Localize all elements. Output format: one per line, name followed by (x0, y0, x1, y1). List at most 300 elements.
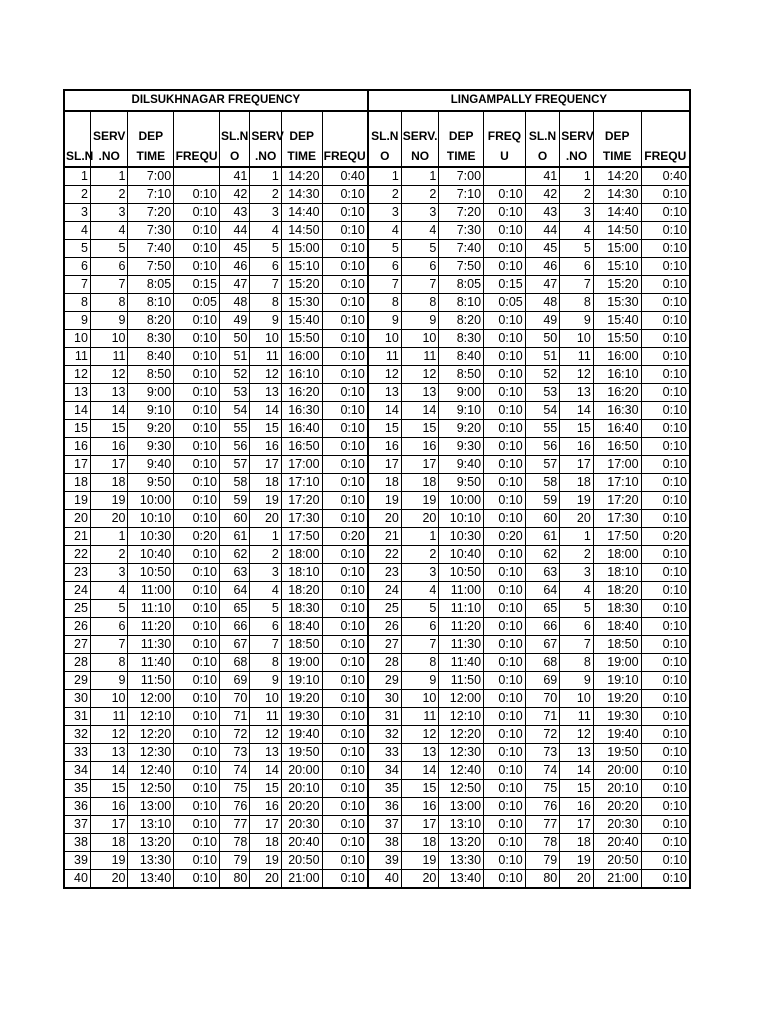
dilsukhnagar-cell-frequ-2: 0:10 (322, 240, 368, 258)
dilsukhnagar-header-serv-no: SERV .NO (250, 111, 281, 167)
lingampally-cell-serv-no: 4 (401, 582, 439, 600)
dilsukhnagar-cell-frequ: 0:10 (174, 852, 220, 870)
lingampally-cell-serv-no-2: 17 (560, 816, 594, 834)
dilsukhnagar-cell-dep-time-2: 20:30 (281, 816, 322, 834)
table-row (64, 258, 690, 276)
dilsukhnagar-cell-dep-time-2: 18:00 (281, 546, 322, 564)
lingampally-cell-sl-no-2: 80 (525, 870, 560, 889)
table-row (64, 276, 690, 294)
dilsukhnagar-cell-sl-no: 19 (64, 492, 90, 510)
lingampally-cell-serv-no: 14 (401, 402, 439, 420)
lingampally-cell-sl-no: 17 (368, 456, 402, 474)
lingampally-cell-sl-no-2: 68 (525, 654, 560, 672)
dilsukhnagar-cell-dep-time-2: 19:40 (281, 726, 322, 744)
lingampally-cell-serv-no: 18 (401, 834, 439, 852)
dilsukhnagar-cell-dep-time: 12:00 (128, 690, 174, 708)
lingampally-cell-sl-no: 26 (368, 618, 402, 636)
dilsukhnagar-cell-sl-no: 22 (64, 546, 90, 564)
dilsukhnagar-cell-dep-time: 10:00 (128, 492, 174, 510)
dilsukhnagar-cell-sl-no-2: 74 (219, 762, 249, 780)
lingampally-cell-serv-no: 13 (401, 744, 439, 762)
lingampally-cell-frequ: 0:10 (484, 366, 526, 384)
dilsukhnagar-cell-frequ-2: 0:10 (322, 510, 368, 528)
table-row (64, 690, 690, 708)
lingampally-cell-serv-no: 20 (401, 870, 439, 889)
lingampally-cell-sl-no-2: 54 (525, 402, 560, 420)
dilsukhnagar-cell-frequ-2: 0:10 (322, 798, 368, 816)
lingampally-cell-dep-time: 11:00 (439, 582, 484, 600)
dilsukhnagar-cell-sl-no: 17 (64, 456, 90, 474)
dilsukhnagar-cell-dep-time-2: 17:10 (281, 474, 322, 492)
lingampally-cell-dep-time-2: 16:00 (593, 348, 641, 366)
lingampally-cell-sl-no: 2 (368, 186, 402, 204)
dilsukhnagar-cell-sl-no: 23 (64, 564, 90, 582)
dilsukhnagar-cell-dep-time: 12:30 (128, 744, 174, 762)
lingampally-cell-sl-no-2: 56 (525, 438, 560, 456)
lingampally-cell-serv-no: 5 (401, 600, 439, 618)
dilsukhnagar-cell-sl-no-2: 75 (219, 780, 249, 798)
dilsukhnagar-cell-sl-no: 33 (64, 744, 90, 762)
dilsukhnagar-cell-dep-time: 12:50 (128, 780, 174, 798)
table-row (64, 744, 690, 762)
lingampally-cell-frequ-2: 0:10 (641, 222, 690, 240)
dilsukhnagar-cell-sl-no: 39 (64, 852, 90, 870)
table-row (64, 438, 690, 456)
lingampally-cell-sl-no: 25 (368, 600, 402, 618)
lingampally-cell-sl-no: 18 (368, 474, 402, 492)
dilsukhnagar-cell-frequ (174, 167, 220, 186)
lingampally-cell-sl-no-2: 51 (525, 348, 560, 366)
lingampally-cell-frequ: 0:10 (484, 582, 526, 600)
lingampally-cell-dep-time: 12:40 (439, 762, 484, 780)
lingampally-cell-sl-no: 37 (368, 816, 402, 834)
lingampally-cell-dep-time-2: 18:20 (593, 582, 641, 600)
lingampally-cell-frequ: 0:10 (484, 402, 526, 420)
dilsukhnagar-cell-serv-no-2: 10 (250, 690, 281, 708)
lingampally-cell-serv-no: 3 (401, 204, 439, 222)
lingampally-cell-dep-time: 11:30 (439, 636, 484, 654)
dilsukhnagar-cell-sl-no: 13 (64, 384, 90, 402)
lingampally-cell-serv-no-2: 16 (560, 798, 594, 816)
dilsukhnagar-cell-sl-no-2: 52 (219, 366, 249, 384)
dilsukhnagar-cell-serv-no-2: 18 (250, 834, 281, 852)
lingampally-cell-sl-no: 24 (368, 582, 402, 600)
dilsukhnagar-cell-sl-no-2: 79 (219, 852, 249, 870)
lingampally-cell-dep-time: 13:10 (439, 816, 484, 834)
dilsukhnagar-cell-frequ-2: 0:10 (322, 780, 368, 798)
dilsukhnagar-cell-dep-time: 7:30 (128, 222, 174, 240)
lingampally-cell-dep-time-2: 17:20 (593, 492, 641, 510)
dilsukhnagar-cell-dep-time-2: 16:50 (281, 438, 322, 456)
table-row (64, 294, 690, 312)
lingampally-cell-frequ (484, 167, 526, 186)
dilsukhnagar-cell-dep-time-2: 14:40 (281, 204, 322, 222)
dilsukhnagar-cell-serv-no-2: 2 (250, 546, 281, 564)
lingampally-cell-dep-time-2: 18:50 (593, 636, 641, 654)
section-title-row (64, 90, 690, 111)
dilsukhnagar-cell-frequ: 0:10 (174, 654, 220, 672)
lingampally-cell-sl-no-2: 69 (525, 672, 560, 690)
table-row (64, 600, 690, 618)
dilsukhnagar-cell-dep-time-2: 17:50 (281, 528, 322, 546)
dilsukhnagar-cell-sl-no: 40 (64, 870, 90, 889)
table-row (64, 726, 690, 744)
table-row (64, 618, 690, 636)
table-row (64, 474, 690, 492)
dilsukhnagar-cell-sl-no-2: 54 (219, 402, 249, 420)
lingampally-cell-serv-no-2: 11 (560, 708, 594, 726)
dilsukhnagar-cell-serv-no-2: 4 (250, 222, 281, 240)
dilsukhnagar-cell-frequ: 0:10 (174, 312, 220, 330)
lingampally-cell-dep-time: 8:40 (439, 348, 484, 366)
lingampally-cell-sl-no-2: 63 (525, 564, 560, 582)
lingampally-cell-dep-time-2: 18:10 (593, 564, 641, 582)
dilsukhnagar-cell-sl-no: 9 (64, 312, 90, 330)
dilsukhnagar-cell-sl-no-2: 49 (219, 312, 249, 330)
dilsukhnagar-header-sl-no: SL.N (64, 111, 90, 167)
lingampally-cell-dep-time: 9:00 (439, 384, 484, 402)
lingampally-cell-frequ-2: 0:10 (641, 654, 690, 672)
dilsukhnagar-cell-serv-no: 11 (90, 348, 128, 366)
lingampally-cell-frequ-2: 0:40 (641, 167, 690, 186)
dilsukhnagar-cell-dep-time-2: 19:00 (281, 654, 322, 672)
dilsukhnagar-cell-frequ: 0:10 (174, 366, 220, 384)
lingampally-cell-dep-time-2: 20:40 (593, 834, 641, 852)
lingampally-cell-frequ-2: 0:10 (641, 510, 690, 528)
lingampally-cell-frequ: 0:15 (484, 276, 526, 294)
lingampally-cell-frequ-2: 0:10 (641, 294, 690, 312)
lingampally-cell-sl-no: 23 (368, 564, 402, 582)
dilsukhnagar-cell-dep-time: 9:00 (128, 384, 174, 402)
lingampally-cell-dep-time-2: 17:00 (593, 456, 641, 474)
dilsukhnagar-cell-dep-time: 7:50 (128, 258, 174, 276)
lingampally-header-serv-no: SERV. NO (401, 111, 439, 167)
lingampally-cell-dep-time-2: 18:00 (593, 546, 641, 564)
lingampally-cell-serv-no: 12 (401, 726, 439, 744)
dilsukhnagar-cell-serv-no-2: 14 (250, 762, 281, 780)
dilsukhnagar-cell-serv-no: 2 (90, 546, 128, 564)
dilsukhnagar-cell-dep-time-2: 15:40 (281, 312, 322, 330)
dilsukhnagar-cell-frequ: 0:10 (174, 474, 220, 492)
table-row (64, 762, 690, 780)
lingampally-cell-sl-no-2: 52 (525, 366, 560, 384)
lingampally-cell-serv-no-2: 3 (560, 204, 594, 222)
lingampally-cell-dep-time-2: 16:30 (593, 402, 641, 420)
dilsukhnagar-cell-frequ-2: 0:10 (322, 582, 368, 600)
lingampally-cell-serv-no: 18 (401, 474, 439, 492)
dilsukhnagar-cell-sl-no: 27 (64, 636, 90, 654)
dilsukhnagar-cell-dep-time-2: 20:40 (281, 834, 322, 852)
lingampally-cell-sl-no: 28 (368, 654, 402, 672)
dilsukhnagar-cell-serv-no: 1 (90, 528, 128, 546)
lingampally-cell-dep-time-2: 14:30 (593, 186, 641, 204)
lingampally-cell-frequ-2: 0:10 (641, 618, 690, 636)
lingampally-cell-frequ-2: 0:10 (641, 564, 690, 582)
lingampally-cell-serv-no: 15 (401, 420, 439, 438)
lingampally-cell-dep-time: 12:00 (439, 690, 484, 708)
lingampally-header-frequ: FREQ U (484, 111, 526, 167)
dilsukhnagar-cell-serv-no-2: 6 (250, 258, 281, 276)
lingampally-cell-serv-no-2: 5 (560, 240, 594, 258)
lingampally-cell-frequ: 0:10 (484, 690, 526, 708)
dilsukhnagar-cell-sl-no: 8 (64, 294, 90, 312)
lingampally-cell-serv-no: 9 (401, 672, 439, 690)
dilsukhnagar-cell-dep-time: 8:10 (128, 294, 174, 312)
lingampally-cell-frequ-2: 0:10 (641, 870, 690, 889)
lingampally-cell-serv-no: 17 (401, 456, 439, 474)
dilsukhnagar-cell-serv-no: 12 (90, 366, 128, 384)
lingampally-cell-serv-no: 1 (401, 528, 439, 546)
lingampally-cell-frequ: 0:10 (484, 870, 526, 889)
dilsukhnagar-cell-sl-no: 1 (64, 167, 90, 186)
table-row (64, 636, 690, 654)
dilsukhnagar-cell-serv-no: 16 (90, 798, 128, 816)
table-row (64, 780, 690, 798)
dilsukhnagar-cell-dep-time-2: 17:30 (281, 510, 322, 528)
lingampally-cell-frequ-2: 0:10 (641, 276, 690, 294)
lingampally-cell-dep-time: 10:50 (439, 564, 484, 582)
lingampally-cell-frequ: 0:10 (484, 222, 526, 240)
table-row (64, 456, 690, 474)
table-row (64, 672, 690, 690)
lingampally-cell-sl-no-2: 45 (525, 240, 560, 258)
dilsukhnagar-cell-frequ: 0:10 (174, 636, 220, 654)
lingampally-cell-serv-no-2: 18 (560, 834, 594, 852)
lingampally-cell-dep-time: 11:10 (439, 600, 484, 618)
lingampally-cell-frequ-2: 0:10 (641, 186, 690, 204)
lingampally-cell-serv-no-2: 13 (560, 744, 594, 762)
lingampally-cell-frequ: 0:10 (484, 492, 526, 510)
lingampally-cell-frequ-2: 0:10 (641, 456, 690, 474)
lingampally-cell-frequ: 0:10 (484, 384, 526, 402)
lingampally-cell-frequ-2: 0:10 (641, 582, 690, 600)
lingampally-cell-frequ: 0:20 (484, 528, 526, 546)
lingampally-cell-sl-no: 1 (368, 167, 402, 186)
dilsukhnagar-cell-serv-no: 3 (90, 564, 128, 582)
table-row (64, 167, 690, 186)
dilsukhnagar-cell-dep-time: 13:20 (128, 834, 174, 852)
lingampally-cell-sl-no: 7 (368, 276, 402, 294)
dilsukhnagar-cell-dep-time-2: 19:10 (281, 672, 322, 690)
dilsukhnagar-cell-frequ-2: 0:10 (322, 744, 368, 762)
lingampally-cell-sl-no: 32 (368, 726, 402, 744)
dilsukhnagar-cell-serv-no: 1 (90, 167, 128, 186)
table-row (64, 222, 690, 240)
lingampally-cell-frequ-2: 0:10 (641, 438, 690, 456)
dilsukhnagar-cell-serv-no: 18 (90, 834, 128, 852)
dilsukhnagar-cell-dep-time-2: 15:00 (281, 240, 322, 258)
dilsukhnagar-cell-frequ: 0:10 (174, 816, 220, 834)
lingampally-cell-frequ: 0:10 (484, 330, 526, 348)
lingampally-cell-sl-no: 13 (368, 384, 402, 402)
table-row (64, 564, 690, 582)
lingampally-cell-serv-no: 2 (401, 186, 439, 204)
lingampally-cell-serv-no: 11 (401, 348, 439, 366)
lingampally-cell-frequ: 0:10 (484, 546, 526, 564)
dilsukhnagar-cell-serv-no: 9 (90, 312, 128, 330)
lingampally-cell-frequ: 0:10 (484, 618, 526, 636)
table-row (64, 546, 690, 564)
lingampally-cell-sl-no-2: 70 (525, 690, 560, 708)
lingampally-cell-sl-no-2: 48 (525, 294, 560, 312)
dilsukhnagar-cell-frequ: 0:10 (174, 618, 220, 636)
lingampally-cell-serv-no-2: 1 (560, 528, 594, 546)
lingampally-cell-sl-no-2: 57 (525, 456, 560, 474)
lingampally-cell-frequ-2: 0:10 (641, 780, 690, 798)
lingampally-cell-dep-time: 12:10 (439, 708, 484, 726)
lingampally-cell-frequ: 0:10 (484, 186, 526, 204)
dilsukhnagar-cell-sl-no: 31 (64, 708, 90, 726)
lingampally-cell-serv-no: 20 (401, 510, 439, 528)
dilsukhnagar-cell-sl-no-2: 46 (219, 258, 249, 276)
lingampally-cell-dep-time-2: 15:30 (593, 294, 641, 312)
lingampally-cell-frequ: 0:10 (484, 636, 526, 654)
dilsukhnagar-cell-sl-no-2: 70 (219, 690, 249, 708)
lingampally-cell-dep-time: 13:20 (439, 834, 484, 852)
lingampally-cell-dep-time: 9:20 (439, 420, 484, 438)
dilsukhnagar-cell-serv-no-2: 7 (250, 636, 281, 654)
dilsukhnagar-cell-sl-no: 2 (64, 186, 90, 204)
dilsukhnagar-cell-dep-time: 12:10 (128, 708, 174, 726)
dilsukhnagar-cell-sl-no: 12 (64, 366, 90, 384)
lingampally-cell-sl-no-2: 75 (525, 780, 560, 798)
dilsukhnagar-cell-dep-time: 13:10 (128, 816, 174, 834)
lingampally-cell-frequ-2: 0:10 (641, 204, 690, 222)
dilsukhnagar-cell-serv-no: 4 (90, 582, 128, 600)
lingampally-cell-dep-time: 7:50 (439, 258, 484, 276)
dilsukhnagar-cell-dep-time: 11:20 (128, 618, 174, 636)
dilsukhnagar-cell-sl-no-2: 65 (219, 600, 249, 618)
lingampally-cell-frequ-2: 0:10 (641, 816, 690, 834)
dilsukhnagar-cell-sl-no-2: 62 (219, 546, 249, 564)
lingampally-cell-serv-no: 8 (401, 294, 439, 312)
dilsukhnagar-cell-sl-no-2: 57 (219, 456, 249, 474)
dilsukhnagar-cell-serv-no-2: 16 (250, 438, 281, 456)
lingampally-cell-sl-no-2: 73 (525, 744, 560, 762)
dilsukhnagar-cell-dep-time-2: 14:20 (281, 167, 322, 186)
dilsukhnagar-cell-dep-time-2: 18:50 (281, 636, 322, 654)
dilsukhnagar-cell-frequ: 0:10 (174, 330, 220, 348)
dilsukhnagar-cell-serv-no: 14 (90, 762, 128, 780)
dilsukhnagar-cell-sl-no: 35 (64, 780, 90, 798)
lingampally-cell-serv-no-2: 20 (560, 870, 594, 889)
dilsukhnagar-cell-frequ: 0:10 (174, 258, 220, 276)
table-row (64, 510, 690, 528)
lingampally-title: LINGAMPALLY FREQUENCY (368, 90, 690, 111)
lingampally-cell-serv-no-2: 10 (560, 330, 594, 348)
dilsukhnagar-cell-sl-no-2: 61 (219, 528, 249, 546)
lingampally-cell-serv-no: 4 (401, 222, 439, 240)
lingampally-cell-dep-time: 8:20 (439, 312, 484, 330)
lingampally-cell-dep-time-2: 20:30 (593, 816, 641, 834)
dilsukhnagar-cell-frequ: 0:10 (174, 222, 220, 240)
dilsukhnagar-cell-dep-time-2: 15:10 (281, 258, 322, 276)
dilsukhnagar-cell-dep-time-2: 14:50 (281, 222, 322, 240)
table-row (64, 240, 690, 258)
lingampally-cell-sl-no: 21 (368, 528, 402, 546)
lingampally-cell-dep-time-2: 19:20 (593, 690, 641, 708)
lingampally-cell-sl-no: 15 (368, 420, 402, 438)
lingampally-cell-sl-no-2: 60 (525, 510, 560, 528)
dilsukhnagar-cell-serv-no-2: 3 (250, 564, 281, 582)
lingampally-cell-sl-no: 34 (368, 762, 402, 780)
dilsukhnagar-cell-sl-no: 5 (64, 240, 90, 258)
lingampally-cell-serv-no-2: 4 (560, 222, 594, 240)
dilsukhnagar-cell-sl-no: 14 (64, 402, 90, 420)
lingampally-cell-dep-time-2: 17:10 (593, 474, 641, 492)
lingampally-cell-dep-time-2: 15:00 (593, 240, 641, 258)
dilsukhnagar-cell-frequ: 0:10 (174, 582, 220, 600)
dilsukhnagar-cell-dep-time: 8:40 (128, 348, 174, 366)
lingampally-cell-serv-no: 17 (401, 816, 439, 834)
lingampally-header-sl-no: SL.N O (368, 111, 402, 167)
dilsukhnagar-cell-frequ: 0:10 (174, 744, 220, 762)
lingampally-cell-serv-no: 1 (401, 167, 439, 186)
dilsukhnagar-cell-sl-no: 15 (64, 420, 90, 438)
dilsukhnagar-cell-dep-time: 7:20 (128, 204, 174, 222)
lingampally-cell-sl-no-2: 62 (525, 546, 560, 564)
lingampally-cell-dep-time: 10:10 (439, 510, 484, 528)
dilsukhnagar-cell-frequ: 0:10 (174, 438, 220, 456)
lingampally-cell-dep-time: 11:20 (439, 618, 484, 636)
dilsukhnagar-cell-sl-no-2: 48 (219, 294, 249, 312)
dilsukhnagar-cell-serv-no: 4 (90, 222, 128, 240)
dilsukhnagar-cell-sl-no: 26 (64, 618, 90, 636)
dilsukhnagar-cell-dep-time: 13:40 (128, 870, 174, 889)
lingampally-cell-serv-no-2: 12 (560, 726, 594, 744)
dilsukhnagar-cell-frequ-2: 0:10 (322, 708, 368, 726)
lingampally-cell-frequ: 0:10 (484, 834, 526, 852)
table-row (64, 528, 690, 546)
dilsukhnagar-cell-serv-no-2: 14 (250, 402, 281, 420)
dilsukhnagar-cell-serv-no: 16 (90, 438, 128, 456)
table-row (64, 420, 690, 438)
dilsukhnagar-cell-serv-no: 20 (90, 870, 128, 889)
lingampally-cell-serv-no: 11 (401, 708, 439, 726)
dilsukhnagar-cell-frequ: 0:10 (174, 456, 220, 474)
lingampally-cell-serv-no: 8 (401, 654, 439, 672)
lingampally-cell-frequ-2: 0:10 (641, 312, 690, 330)
dilsukhnagar-cell-serv-no: 18 (90, 474, 128, 492)
dilsukhnagar-cell-serv-no-2: 19 (250, 852, 281, 870)
dilsukhnagar-cell-serv-no: 7 (90, 636, 128, 654)
lingampally-header-dep-time: DEP TIME (439, 111, 484, 167)
dilsukhnagar-cell-serv-no-2: 6 (250, 618, 281, 636)
table-row (64, 870, 690, 889)
lingampally-cell-dep-time-2: 19:00 (593, 654, 641, 672)
lingampally-cell-sl-no-2: 77 (525, 816, 560, 834)
dilsukhnagar-cell-dep-time: 8:05 (128, 276, 174, 294)
dilsukhnagar-cell-serv-no: 8 (90, 654, 128, 672)
lingampally-cell-frequ-2: 0:10 (641, 348, 690, 366)
dilsukhnagar-cell-frequ-2: 0:10 (322, 618, 368, 636)
dilsukhnagar-cell-frequ-2: 0:10 (322, 852, 368, 870)
lingampally-header-frequ: FREQU (641, 111, 690, 167)
lingampally-header-serv-no: SERV .NO (560, 111, 594, 167)
lingampally-cell-dep-time: 12:20 (439, 726, 484, 744)
dilsukhnagar-cell-dep-time-2: 19:50 (281, 744, 322, 762)
lingampally-cell-sl-no: 16 (368, 438, 402, 456)
lingampally-cell-dep-time-2: 20:20 (593, 798, 641, 816)
lingampally-cell-serv-no-2: 19 (560, 852, 594, 870)
dilsukhnagar-cell-sl-no-2: 50 (219, 330, 249, 348)
dilsukhnagar-cell-dep-time: 9:30 (128, 438, 174, 456)
lingampally-cell-sl-no-2: 46 (525, 258, 560, 276)
lingampally-cell-sl-no-2: 42 (525, 186, 560, 204)
dilsukhnagar-cell-sl-no: 29 (64, 672, 90, 690)
lingampally-cell-dep-time-2: 19:30 (593, 708, 641, 726)
lingampally-cell-serv-no: 2 (401, 546, 439, 564)
